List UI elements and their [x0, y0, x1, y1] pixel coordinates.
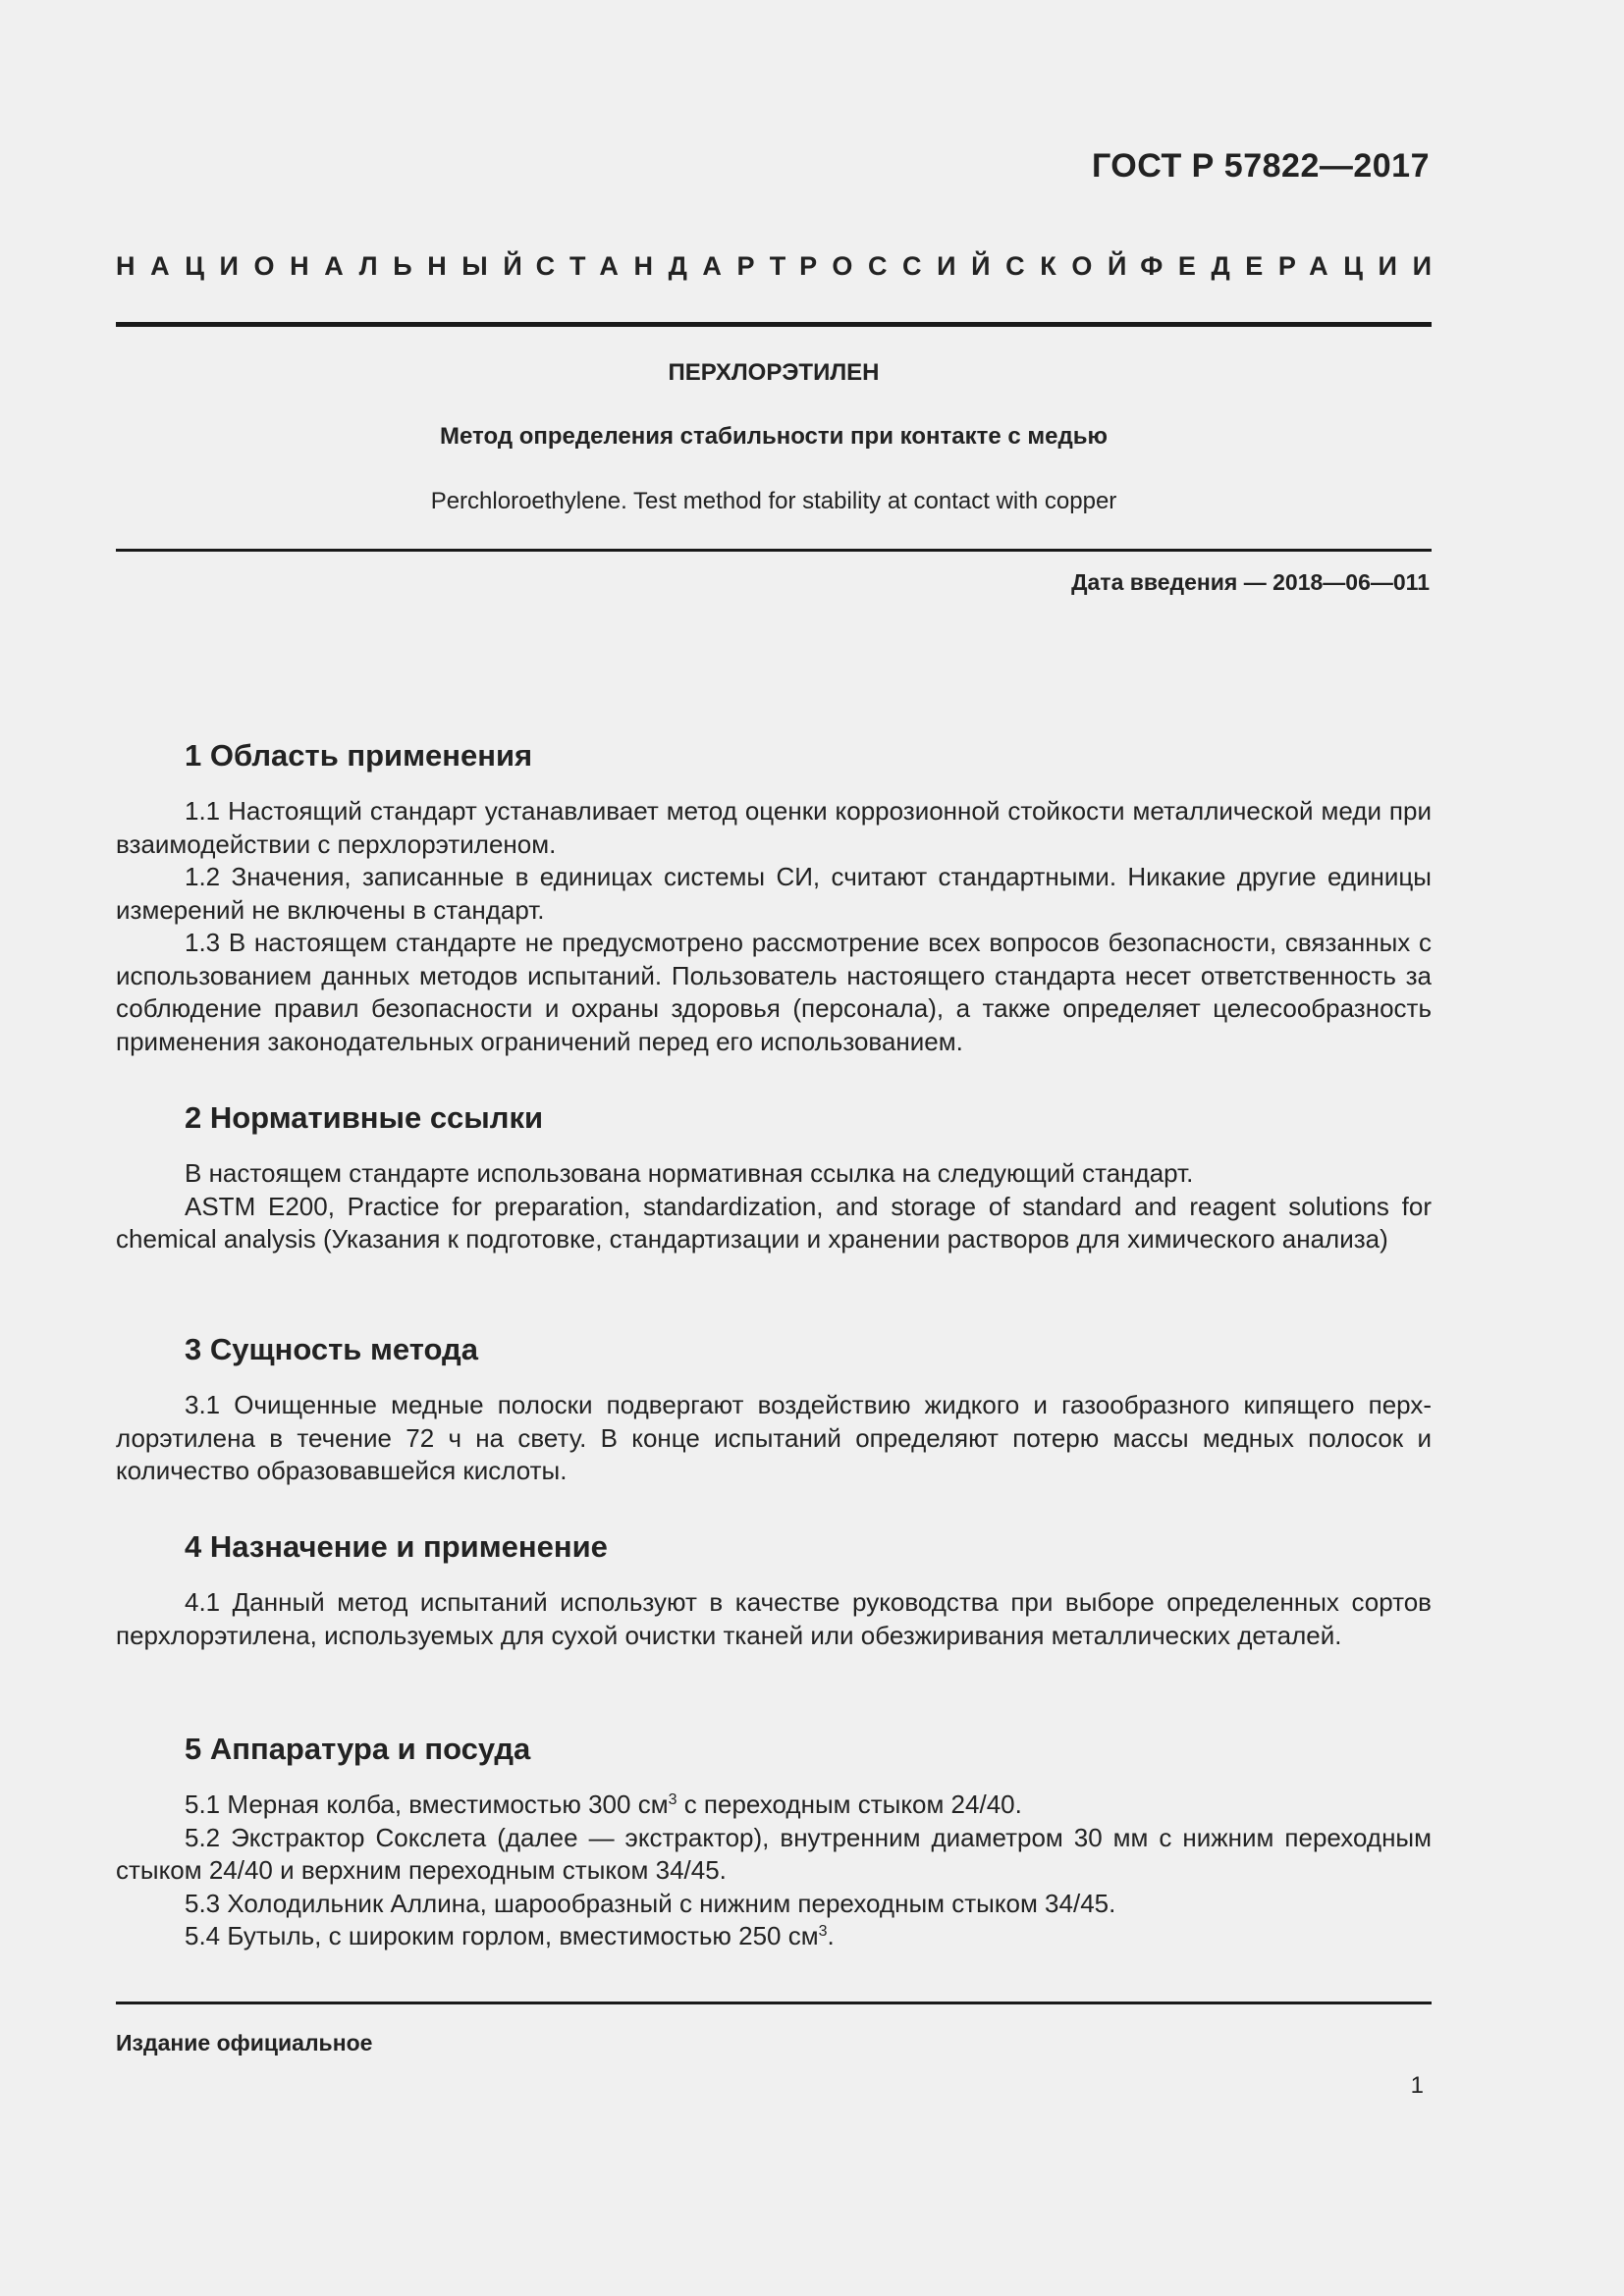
paragraph	[116, 1789, 1432, 1822]
section-heading: 4 Назначение и применение	[185, 1529, 608, 1564]
document-title-english: Perchloroethylene. Test method for stability at contact with copper	[430, 488, 1117, 514]
paragraph: 4.1 Данный метод испытаний используют в качестве руководства при выборе определенных сортов перхлорэтилена, используемых для сухой очистки тканей или обезжиривания металлических деталей.	[116, 1587, 1432, 1650]
document-number: ГОСТ Р 57822—2017	[1091, 147, 1430, 185]
paragraph: 5.3 Холодильник Аллина, шарообразный с нижним переходным стыком 34/45.	[185, 1888, 1116, 1918]
document-subtitle: Метод определения стабильности при контакте с медью	[440, 423, 1108, 450]
section-heading: 1 Область применения	[185, 738, 533, 773]
paragraph: 5.2 Экстрактор Сокслета (далее — экстрактор), внутренним диаметром 30 мм с нижним переходным стыком 24/40 и верхним переходным стыком 34/45.	[116, 1822, 1432, 1885]
section-heading: 3 Сущность метода	[185, 1332, 478, 1366]
superscript: 3	[818, 1923, 828, 1940]
text: 5.1 Мерная колба, вместимостью 300 см	[185, 1789, 669, 1819]
section-heading: 5 Аппаратура и посуда	[185, 1732, 531, 1766]
document-body	[116, 0, 1432, 2296]
section-normative-references	[116, 1100, 1432, 1256]
paragraph: 1.2 Значения, записанные в единицах системы СИ, считают стандартными. Никакие другие единицы измерений не включены в стандарт.	[116, 862, 1432, 925]
section-heading: 2 Нормативные ссылки	[185, 1100, 544, 1135]
text: .	[827, 1921, 835, 1950]
page-number: 1	[1410, 2072, 1424, 2099]
introduction-date: Дата введения — 2018—06—011	[1071, 569, 1430, 595]
footer-divider	[116, 2002, 1432, 2004]
banner-word: РОССИЙСКОЙ	[799, 251, 1142, 281]
text: 5.4 Бутыль, с широким горлом, вместимостью 250 см	[185, 1921, 819, 1950]
section-method-essence	[116, 1332, 1432, 1488]
document-title: ПЕРХЛОРЭТИЛЕН	[668, 359, 880, 386]
banner-word: НАЦИОНАЛЬНЫЙ	[116, 251, 538, 281]
paragraph: 1.1 Настоящий стандарт устанавливает метод оценки коррозионной стойкости металлической меди при взаимодействии с перхлорэтиленом.	[116, 796, 1432, 859]
paragraph: ASTM E200, Practice for preparation, standardization, and storage of standard and reagent solutions for chemical analysis (Указания к подготовке, стандартизации и хранении растворов для химического анализа)	[116, 1191, 1432, 1254]
section-apparatus	[116, 1732, 1432, 1953]
paragraph: В настоящем стандарте использована нормативная ссылка на следующий стандарт.	[185, 1158, 1194, 1188]
banner-word: ФЕДЕРАЦИИ	[1140, 251, 1447, 281]
text: с переходным стыком 24/40.	[677, 1789, 1022, 1819]
official-edition-label: Издание официальное	[116, 2030, 373, 2056]
paragraph: 3.1 Очищенные медные полоски подвергают воздействию жидкого и газообразного кипящего перхлорэтилена в течение 72 ч на свету. В конце испытаний определяют потерю массы медных полосок и количество образовавшейся кислоты.	[116, 1390, 1432, 1485]
section-purpose	[116, 1529, 1432, 1652]
paragraph: 1.3 В настоящем стандарте не предусмотрено рассмотрение всех вопросов безопасности, связанных с использованием данных методов испытаний. Пользователь настоящего стандарта несет ответственность за соблюдение правил безопасности и охраны здоровья (персонала), а также определяет целесообразность применения законодательных ограничений перед его использованием.	[116, 928, 1432, 1056]
banner-word: СТАНДАРТ	[535, 251, 801, 281]
section-scope	[116, 738, 1432, 1058]
paragraph	[116, 1920, 1432, 1953]
superscript: 3	[668, 1791, 677, 1808]
